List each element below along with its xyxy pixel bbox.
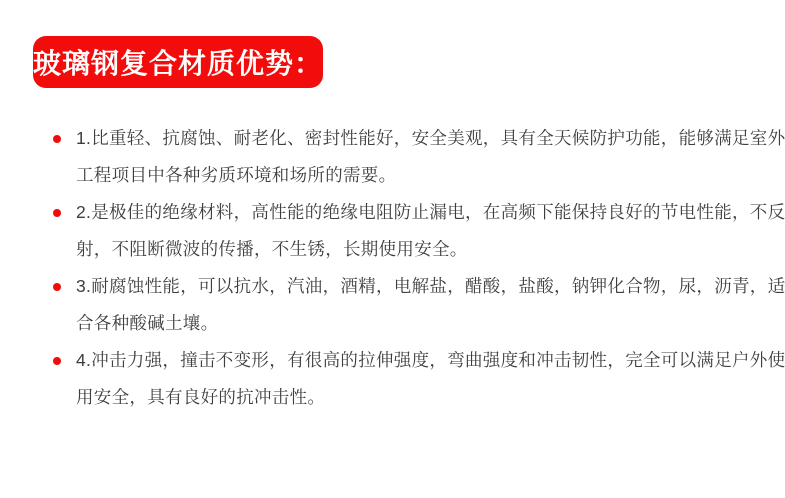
bullet-text-line: 射，不阻断微波的传播，不生锈，长期使用安全。 — [76, 239, 468, 259]
bullet-text-line: 4.冲击力强，撞击不变形，有很高的拉伸强度，弯曲强度和冲击韧性，完全可以满足户外使 — [76, 350, 785, 370]
list-item — [76, 120, 785, 194]
bullet-text-line: 工程项目中各种劣质环境和场所的需要。 — [76, 165, 397, 185]
bullet-dot-icon — [53, 357, 61, 365]
bullet-dot-icon — [53, 135, 61, 143]
bullet-text-line: 3.耐腐蚀性能，可以抗水，汽油，酒精，电解盐，醋酸，盐酸，钠钾化合物，尿，沥青，适 — [76, 276, 785, 296]
bullet-text-line: 合各种酸碱土壤。 — [76, 313, 219, 333]
bullet-text-line: 1.比重轻、抗腐蚀、耐老化、密封性能好，安全美观，具有全天候防护功能，能够满足室外 — [76, 128, 785, 148]
advantages-list — [76, 120, 785, 416]
list-item — [76, 268, 785, 342]
header-banner — [33, 36, 323, 88]
bullet-dot-icon — [53, 283, 61, 291]
list-item — [76, 342, 785, 416]
list-item — [76, 194, 785, 268]
bullet-text-line: 2.是极佳的绝缘材料，高性能的绝缘电阻防止漏电，在高频下能保持良好的节电性能，不反 — [76, 202, 785, 222]
page-title: 玻璃钢复合材质优势： — [33, 48, 324, 79]
bullet-dot-icon — [53, 209, 61, 217]
bullet-text-line: 用安全，具有良好的抗冲击性。 — [76, 387, 326, 407]
